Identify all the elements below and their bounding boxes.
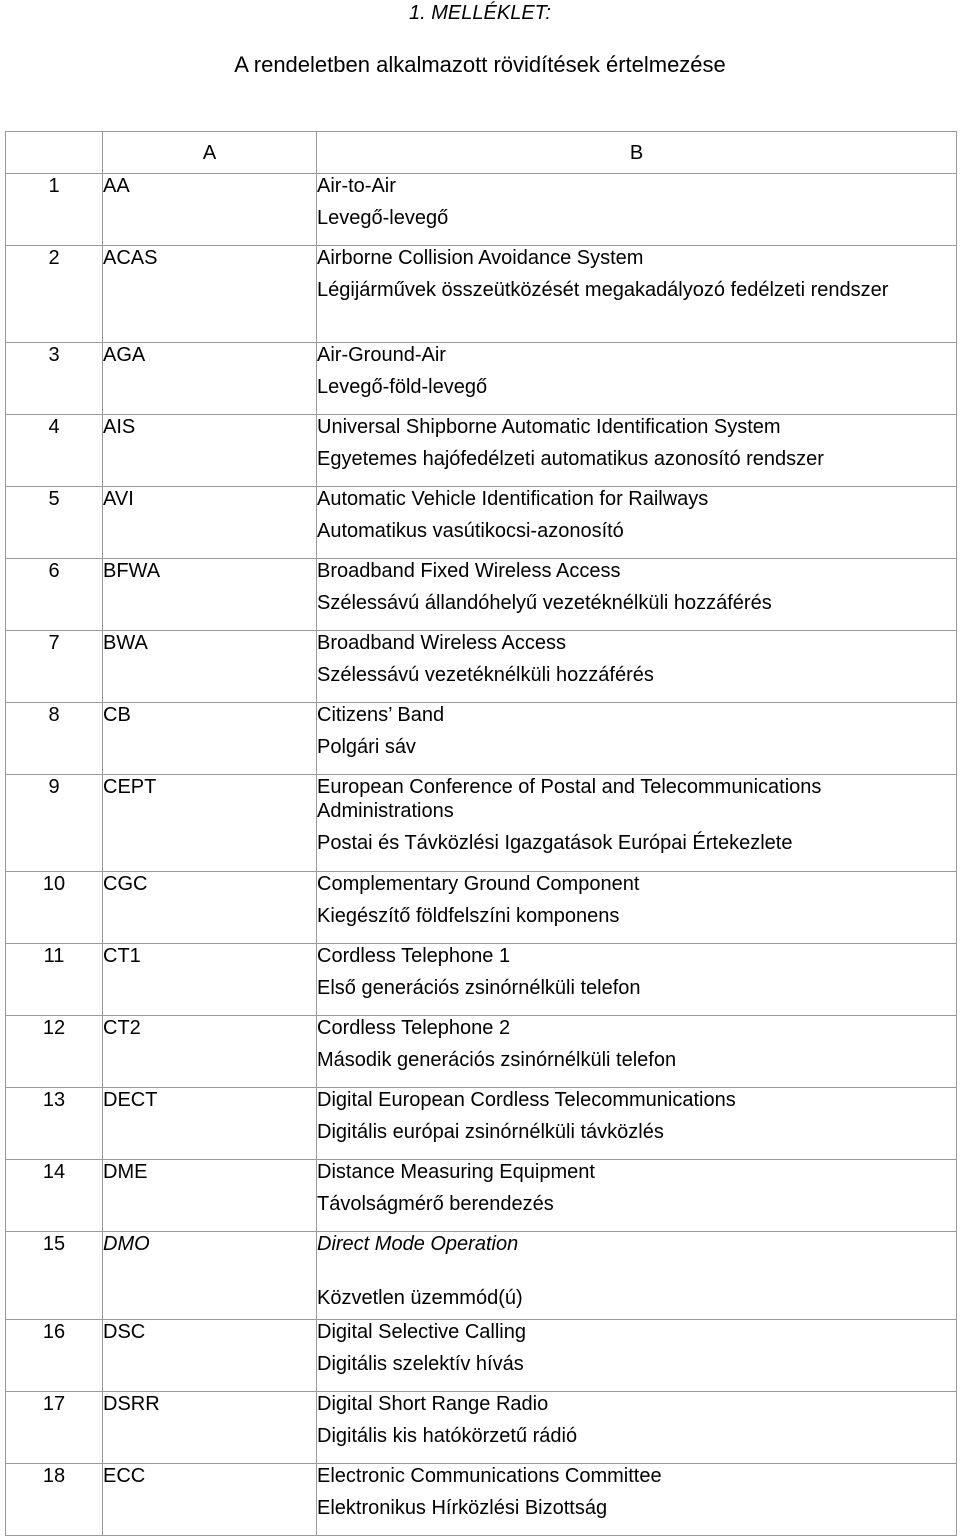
row-number: 1: [6, 174, 103, 246]
english-term: Digital European Cordless Telecommunications: [317, 1089, 736, 1111]
abbreviation-meaning: [317, 1088, 957, 1160]
abbreviation: DSC: [103, 1320, 317, 1392]
hungarian-term: Közvetlen üzemmód(ú): [317, 1287, 523, 1309]
abbreviation-meaning: [317, 944, 957, 1016]
hungarian-term: Automatikus vasútikocsi-azonosító: [317, 520, 624, 542]
abbreviation-meaning: [317, 1016, 957, 1088]
abbreviation-meaning: [317, 559, 957, 631]
header-column-a: A: [103, 132, 317, 174]
english-term: Complementary Ground Component: [317, 873, 640, 895]
page-title: A rendeletben alkalmazott rövidítések értelmezése: [234, 52, 726, 77]
table-row: [6, 1088, 957, 1160]
table-row: [6, 872, 957, 944]
english-term: Universal Shipborne Automatic Identification System: [317, 416, 781, 438]
row-number: 5: [6, 487, 103, 559]
abbreviation-meaning: [317, 703, 957, 775]
row-number: 11: [6, 944, 103, 1016]
hungarian-term: Levegő-levegő: [317, 207, 449, 229]
table-row: [6, 775, 957, 872]
row-number: 14: [6, 1160, 103, 1232]
english-term: Broadband Wireless Access: [317, 632, 567, 654]
hungarian-term: Elektronikus Hírközlési Bizottság: [317, 1497, 608, 1519]
abbreviation: CEPT: [103, 775, 317, 872]
english-term: Air-Ground-Air: [317, 344, 446, 366]
table-row: [6, 944, 957, 1016]
abbreviation-meaning: [317, 246, 957, 343]
abbreviation: ECC: [103, 1464, 317, 1536]
row-number: 16: [6, 1320, 103, 1392]
english-term: Automatic Vehicle Identification for Railways: [317, 488, 709, 510]
abbreviation: AA: [103, 174, 317, 246]
english-term: European Conference of Postal and Telecommunications Administrations: [317, 776, 822, 822]
abbreviation-meaning: [317, 1464, 957, 1536]
abbreviation-meaning: [317, 415, 957, 487]
table-header-row: [6, 132, 957, 174]
english-term: Broadband Fixed Wireless Access: [317, 560, 621, 582]
abbreviation-meaning: [317, 1392, 957, 1464]
row-number: 6: [6, 559, 103, 631]
abbreviation-meaning: [317, 174, 957, 246]
english-term: Air-to-Air: [317, 175, 396, 197]
abbreviation: ACAS: [103, 246, 317, 343]
abbreviation-meaning: [317, 343, 957, 415]
abbreviation: BFWA: [103, 559, 317, 631]
hungarian-term: Levegő-föld-levegő: [317, 376, 488, 398]
table-row: [6, 1464, 957, 1536]
row-number: 4: [6, 415, 103, 487]
english-term: Electronic Communications Committee: [317, 1465, 662, 1487]
abbreviation-meaning: [317, 872, 957, 944]
abbreviation: AVI: [103, 487, 317, 559]
english-term: Cordless Telephone 2: [317, 1017, 511, 1039]
hungarian-term: Polgári sáv: [317, 736, 416, 758]
row-number: 7: [6, 631, 103, 703]
abbreviation: DECT: [103, 1088, 317, 1160]
table-row: [6, 1232, 957, 1320]
english-term: Airborne Collision Avoidance System: [317, 247, 644, 269]
table-row: [6, 1392, 957, 1464]
row-number: 9: [6, 775, 103, 872]
hungarian-term: Digitális európai zsinórnélküli távközlés: [317, 1121, 664, 1143]
english-term: Cordless Telephone 1: [317, 945, 511, 967]
abbreviation-meaning: [317, 1232, 957, 1320]
hungarian-term: Távolságmérő berendezés: [317, 1193, 554, 1215]
table-row: [6, 1320, 957, 1392]
english-term: Digital Selective Calling: [317, 1321, 526, 1343]
row-number: 3: [6, 343, 103, 415]
hungarian-term: Szélessávú állandóhelyű vezetéknélküli hozzáférés: [317, 592, 772, 614]
abbreviation: BWA: [103, 631, 317, 703]
abbreviation: CGC: [103, 872, 317, 944]
table-row: [6, 246, 957, 343]
table-row: [6, 1016, 957, 1088]
english-term: Digital Short Range Radio: [317, 1393, 549, 1415]
abbreviation: DMO: [103, 1232, 317, 1320]
hungarian-term: Kiegészítő földfelszíni komponens: [317, 905, 620, 927]
abbreviation-meaning: [317, 631, 957, 703]
hungarian-term: Légijárművek összeütközését megakadályozó fedélzeti rendszer: [317, 279, 889, 301]
abbreviation-meaning: [317, 487, 957, 559]
hungarian-term: Digitális szelektív hívás: [317, 1353, 524, 1375]
english-term: Citizens’ Band: [317, 704, 445, 726]
row-number: 13: [6, 1088, 103, 1160]
table-row: [6, 343, 957, 415]
hungarian-term: Postai és Távközlési Igazgatások Európai Értekezlete: [317, 832, 793, 854]
table-row: [6, 487, 957, 559]
abbreviation: AGA: [103, 343, 317, 415]
abbreviation-meaning: [317, 775, 957, 872]
row-number: 10: [6, 872, 103, 944]
abbreviation: CT1: [103, 944, 317, 1016]
header-number-column: [6, 132, 103, 174]
hungarian-term: Első generációs zsinórnélküli telefon: [317, 977, 641, 999]
table-row: [6, 703, 957, 775]
abbreviation: CB: [103, 703, 317, 775]
abbreviation: DME: [103, 1160, 317, 1232]
abbreviation: CT2: [103, 1016, 317, 1088]
abbreviation-meaning: [317, 1320, 957, 1392]
header-column-b: B: [317, 132, 957, 174]
abbreviation: AIS: [103, 415, 317, 487]
row-number: 8: [6, 703, 103, 775]
table-row: [6, 174, 957, 246]
abbreviation-table: [5, 131, 957, 1536]
annex-label: 1. MELLÉKLET:: [409, 2, 551, 24]
hungarian-term: Szélessávú vezetéknélküli hozzáférés: [317, 664, 654, 686]
abbreviation: DSRR: [103, 1392, 317, 1464]
abbreviation-meaning: [317, 1160, 957, 1232]
hungarian-term: Egyetemes hajófedélzeti automatikus azonosító rendszer: [317, 448, 824, 470]
hungarian-term: Digitális kis hatókörzetű rádió: [317, 1425, 578, 1447]
row-number: 18: [6, 1464, 103, 1536]
row-number: 12: [6, 1016, 103, 1088]
hungarian-term: Második generációs zsinórnélküli telefon: [317, 1049, 677, 1071]
english-term: Direct Mode Operation: [317, 1233, 519, 1255]
row-number: 17: [6, 1392, 103, 1464]
table-row: [6, 559, 957, 631]
row-number: 2: [6, 246, 103, 343]
row-number: 15: [6, 1232, 103, 1320]
english-term: Distance Measuring Equipment: [317, 1161, 595, 1183]
table-row: [6, 631, 957, 703]
table-row: [6, 415, 957, 487]
table-row: [6, 1160, 957, 1232]
